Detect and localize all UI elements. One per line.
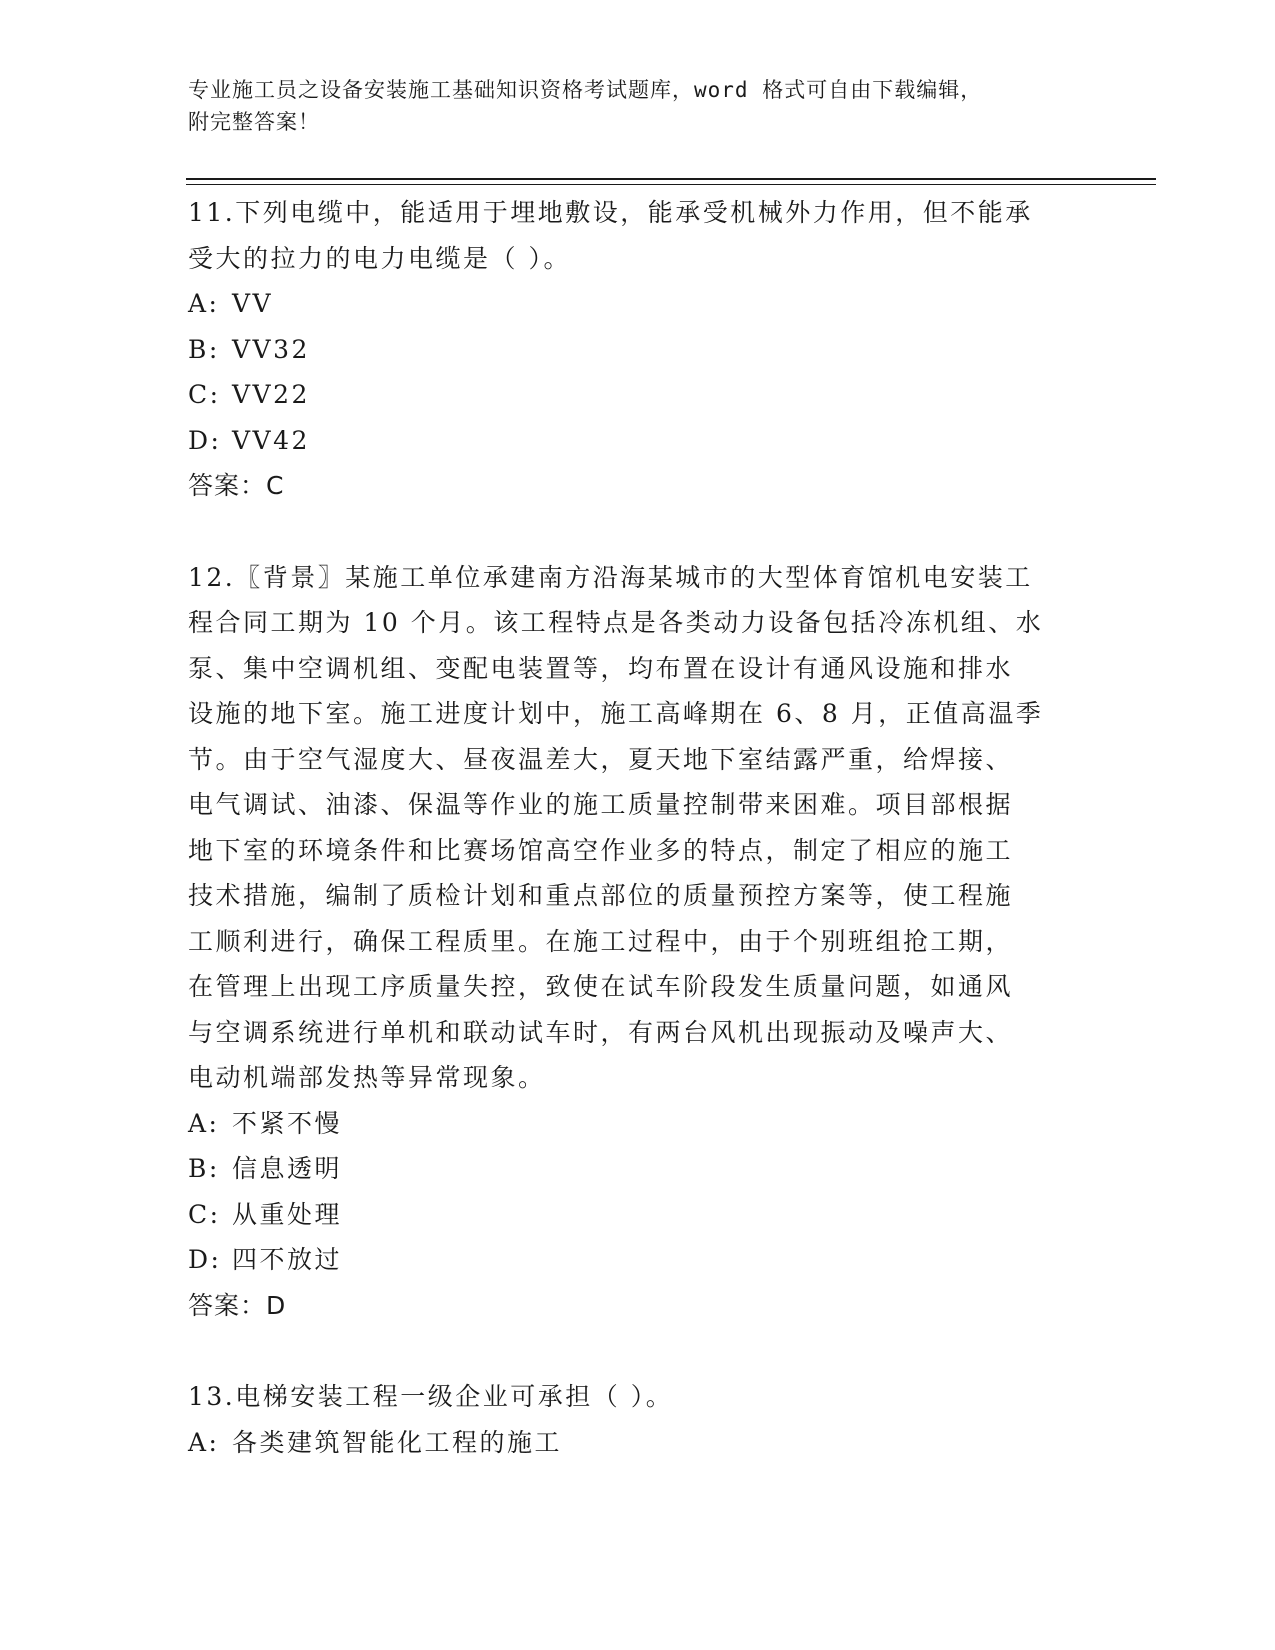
option-text: VV42: [232, 425, 310, 455]
question-stem-line: 地下室的环境条件和比赛场馆高空作业多的特点，制定了相应的施工: [188, 835, 1014, 865]
header-divider-thick: [186, 178, 1156, 180]
option-text: 不紧不慢: [232, 1108, 343, 1138]
question-stem-line: 节。由于空气湿度大、昼夜温差大，夏天地下室结露严重，给焊接、: [188, 744, 1014, 774]
option-label: A:: [188, 289, 220, 318]
option-label: C:: [188, 380, 221, 409]
question-stem-line: 工顺利进行，确保工程质里。在施工过程中，由于个别班组抢工期，: [188, 926, 1014, 956]
option-label: A:: [188, 1108, 220, 1138]
question-stem-line: 设施的地下室。施工进度计划中，施工高峰期在 6、8 月，正值高温季: [188, 699, 1044, 728]
option-text: 信息透明: [232, 1154, 343, 1183]
document-header: [188, 74, 1088, 138]
option-a: [188, 1420, 1088, 1466]
option-a: [188, 1101, 1088, 1147]
option-text: 四不放过: [232, 1245, 343, 1274]
question-stem-line: 技术措施，编制了质检计划和重点部位的质量预控方案等，使工程施: [188, 881, 1014, 910]
question-list: [188, 190, 1088, 1465]
option-label: A:: [188, 1427, 220, 1457]
option-b: [188, 1146, 1088, 1192]
option-label: B:: [188, 334, 220, 364]
option-label: B:: [188, 1154, 220, 1183]
option-label: C:: [188, 1199, 221, 1229]
option-text: VV: [232, 289, 274, 318]
option-d: [188, 418, 1088, 464]
question-stem-line: 电动机端部发热等异常现象。: [188, 1063, 546, 1092]
question-stem-line: 电气调试、油漆、保温等作业的施工质量控制带来困难。项目部根据: [188, 790, 1014, 819]
question-stem-line: 11.下列电缆中，能适用于埋地敷设，能承受机械外力作用，但不能承: [188, 198, 1033, 227]
question-12: [188, 555, 1088, 1329]
answer-line: 答案：C: [188, 471, 285, 500]
question-stem-line: 受大的拉力的电力电缆是（ ）。: [188, 243, 571, 273]
option-text: 各类建筑智能化工程的施工: [232, 1427, 563, 1457]
option-c: [188, 1192, 1088, 1238]
question-stem-line: 程合同工期为 10 个月。该工程特点是各类动力设备包括冷冻机组、水: [188, 608, 1044, 637]
option-d: [188, 1237, 1088, 1283]
question-13: [188, 1374, 1088, 1465]
question-stem-line: 泵、集中空调机组、变配电装置等，均布置在设计有通风设施和排水: [188, 653, 1014, 683]
option-c: [188, 372, 1088, 418]
question-stem-line: 13.电梯安装工程一级企业可承担（ ）。: [188, 1382, 674, 1411]
answer-line: 答案：D: [188, 1290, 287, 1320]
question-stem-line: 在管理上出现工序质量失控，致使在试车阶段发生质量问题，如通风: [188, 972, 1014, 1001]
question-spacer: [188, 1328, 1088, 1374]
option-label: D:: [188, 425, 222, 455]
header-line-1: 专业施工员之设备安装施工基础知识资格考试题库，word 格式可自由下载编辑，: [188, 78, 983, 102]
option-label: D:: [188, 1245, 222, 1274]
question-spacer: [188, 509, 1088, 555]
question-stem-line: 12.〖背景〗某施工单位承建南方沿海某城市的大型体育馆机电安装工: [188, 562, 1033, 592]
option-a: [188, 281, 1088, 327]
header-divider-thin: [186, 184, 1156, 185]
option-text: VV22: [232, 380, 310, 409]
question-stem-line: 与空调系统进行单机和联动试车时，有两台风机出现振动及噪声大、: [188, 1017, 1014, 1047]
question-11: [188, 190, 1088, 509]
option-text: 从重处理: [232, 1199, 343, 1229]
option-text: VV32: [232, 334, 310, 364]
option-b: [188, 327, 1088, 373]
header-line-2: 附完整答案！: [188, 110, 320, 134]
